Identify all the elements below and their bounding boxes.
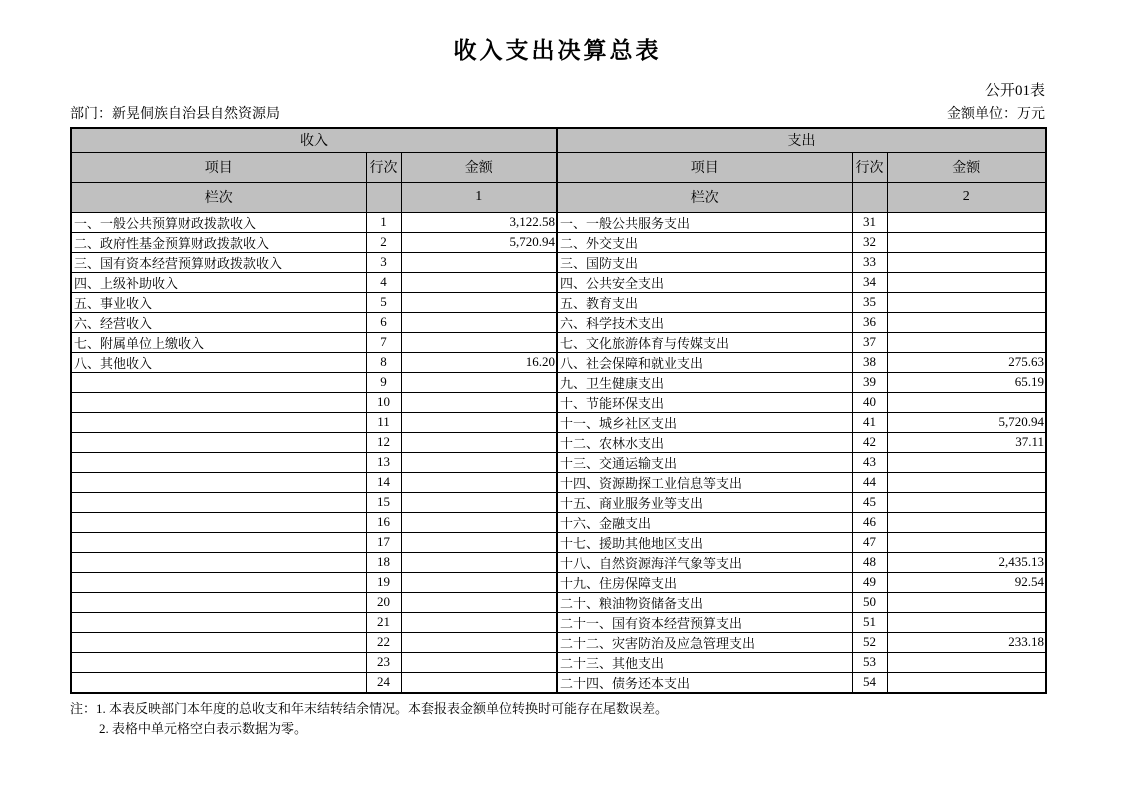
table-row: [71, 612, 1046, 632]
amount-unit-label: 金额单位：万元: [947, 107, 1045, 122]
expense-rowno-cell: 32: [852, 232, 887, 252]
income-amount-cell: [401, 652, 557, 672]
income-rowno-cell: 3: [366, 252, 401, 272]
expense-item-cell: 十七、援助其他地区支出: [557, 532, 852, 552]
expense-col-index: 2: [887, 182, 1046, 212]
income-amount-cell: [401, 492, 557, 512]
table-row: [71, 332, 1046, 352]
expense-rowno-cell: 54: [852, 672, 887, 693]
income-rowno-cell: 24: [366, 672, 401, 693]
expense-rowno-cell: 37: [852, 332, 887, 352]
income-item-cell: [71, 672, 366, 693]
income-amount-cell: [401, 632, 557, 652]
expense-amount-cell: [887, 212, 1046, 232]
expense-amount-cell: [887, 532, 1046, 552]
income-rowno-cell: 19: [366, 572, 401, 592]
income-rowno-cell: 15: [366, 492, 401, 512]
income-amount-cell: [401, 372, 557, 392]
expense-amount-cell: 233.18: [887, 632, 1046, 652]
income-item-cell: [71, 592, 366, 612]
page-title: 收入支出决算总表: [453, 38, 662, 63]
income-item-cell: [71, 612, 366, 632]
expense-index-rowno-blank: [852, 182, 887, 212]
income-item-cell: [71, 452, 366, 472]
income-rowno-cell: 20: [366, 592, 401, 612]
expense-amount-cell: [887, 332, 1046, 352]
expense-rowno-cell: 50: [852, 592, 887, 612]
income-item-header: 项目: [71, 152, 366, 182]
expense-rowno-cell: 52: [852, 632, 887, 652]
table-row: [71, 232, 1046, 252]
income-rowno-cell: 5: [366, 292, 401, 312]
income-rowno-cell: 22: [366, 632, 401, 652]
income-rowno-header: 行次: [366, 152, 401, 182]
table-row: [71, 632, 1046, 652]
report-content: [70, 0, 1045, 739]
expense-rowno-cell: 51: [852, 612, 887, 632]
income-rowno-cell: 13: [366, 452, 401, 472]
table-row: [71, 252, 1046, 272]
expense-amount-cell: [887, 312, 1046, 332]
table-row: [71, 492, 1046, 512]
expense-amount-header: 金额: [887, 152, 1046, 182]
table-row: [71, 532, 1046, 552]
table-body: [71, 128, 1046, 693]
income-rowno-cell: 2: [366, 232, 401, 252]
expense-rowno-cell: 49: [852, 572, 887, 592]
table-row: [71, 312, 1046, 332]
expense-item-cell: 二十一、国有资本经营预算支出: [557, 612, 852, 632]
income-amount-cell: [401, 412, 557, 432]
expense-item-cell: 十九、住房保障支出: [557, 572, 852, 592]
income-index-label: 栏次: [71, 182, 366, 212]
table-row: [71, 352, 1046, 372]
expense-item-cell: 十六、金融支出: [557, 512, 852, 532]
expense-item-header: 项目: [557, 152, 852, 182]
expense-rowno-cell: 48: [852, 552, 887, 572]
income-rowno-cell: 6: [366, 312, 401, 332]
income-item-cell: [71, 432, 366, 452]
income-rowno-cell: 17: [366, 532, 401, 552]
column-index-row: [71, 182, 1046, 212]
income-amount-cell: [401, 592, 557, 612]
income-amount-cell: [401, 672, 557, 693]
income-rowno-cell: 23: [366, 652, 401, 672]
income-rowno-cell: 12: [366, 432, 401, 452]
expense-amount-cell: [887, 452, 1046, 472]
income-rowno-cell: 9: [366, 372, 401, 392]
income-item-cell: [71, 632, 366, 652]
expense-item-cell: 八、社会保障和就业支出: [557, 352, 852, 372]
income-rowno-cell: 4: [366, 272, 401, 292]
expense-item-cell: 十、节能环保支出: [557, 392, 852, 412]
income-item-cell: 一、一般公共预算财政拨款收入: [71, 212, 366, 232]
expense-item-cell: 九、卫生健康支出: [557, 372, 852, 392]
expense-rowno-cell: 44: [852, 472, 887, 492]
expense-item-cell: 七、文化旅游体育与传媒支出: [557, 332, 852, 352]
income-amount-cell: [401, 432, 557, 452]
expense-rowno-cell: 46: [852, 512, 887, 532]
table-row: [71, 272, 1046, 292]
income-item-cell: [71, 572, 366, 592]
expense-item-cell: 五、教育支出: [557, 292, 852, 312]
expense-amount-cell: 65.19: [887, 372, 1046, 392]
income-rowno-cell: 21: [366, 612, 401, 632]
table-row: [71, 672, 1046, 693]
income-item-cell: [71, 652, 366, 672]
income-item-cell: 五、事业收入: [71, 292, 366, 312]
expense-rowno-cell: 43: [852, 452, 887, 472]
income-amount-cell: 5,720.94: [401, 232, 557, 252]
expense-item-cell: 二十二、灾害防治及应急管理支出: [557, 632, 852, 652]
column-header-row: [71, 152, 1046, 182]
income-amount-cell: 16.20: [401, 352, 557, 372]
income-amount-cell: [401, 392, 557, 412]
expense-item-cell: 六、科学技术支出: [557, 312, 852, 332]
income-amount-cell: [401, 272, 557, 292]
table-row: [71, 392, 1046, 412]
meta-line: [70, 103, 1045, 123]
table-row: [71, 592, 1046, 612]
expense-rowno-cell: 42: [852, 432, 887, 452]
expense-amount-cell: [887, 392, 1046, 412]
income-amount-cell: [401, 612, 557, 632]
income-rowno-cell: 11: [366, 412, 401, 432]
income-index-rowno-blank: [366, 182, 401, 212]
table-row: [71, 452, 1046, 472]
expense-section-header: 支出: [557, 128, 1046, 152]
income-rowno-cell: 16: [366, 512, 401, 532]
expense-rowno-header: 行次: [852, 152, 887, 182]
table-row: [71, 412, 1046, 432]
income-amount-cell: [401, 292, 557, 312]
income-item-cell: [71, 392, 366, 412]
income-amount-cell: [401, 452, 557, 472]
expense-item-cell: 一、一般公共服务支出: [557, 212, 852, 232]
income-item-cell: [71, 372, 366, 392]
expense-item-cell: 十四、资源勘探工业信息等支出: [557, 472, 852, 492]
expense-rowno-cell: 33: [852, 252, 887, 272]
income-item-cell: [71, 492, 366, 512]
income-amount-cell: 3,122.58: [401, 212, 557, 232]
department-label: 部门：新晃侗族自治县自然资源局: [70, 107, 280, 122]
table-row: [71, 552, 1046, 572]
expense-rowno-cell: 41: [852, 412, 887, 432]
expense-item-cell: 十二、农林水支出: [557, 432, 852, 452]
expense-rowno-cell: 34: [852, 272, 887, 292]
expense-rowno-cell: 36: [852, 312, 887, 332]
income-item-cell: [71, 512, 366, 532]
expense-amount-cell: 5,720.94: [887, 412, 1046, 432]
footnote-2: 2. 表格中单元格空白表示数据为零。: [99, 720, 308, 736]
income-amount-cell: [401, 312, 557, 332]
expense-item-cell: 二十、粮油物资储备支出: [557, 592, 852, 612]
income-amount-cell: [401, 472, 557, 492]
table-row: [71, 472, 1046, 492]
income-item-cell: 八、其他收入: [71, 352, 366, 372]
expense-amount-cell: 37.11: [887, 432, 1046, 452]
income-item-cell: [71, 412, 366, 432]
income-rowno-cell: 18: [366, 552, 401, 572]
expense-rowno-cell: 40: [852, 392, 887, 412]
income-amount-header: 金额: [401, 152, 557, 182]
expense-item-cell: 十八、自然资源海洋气象等支出: [557, 552, 852, 572]
income-rowno-cell: 8: [366, 352, 401, 372]
income-rowno-cell: 10: [366, 392, 401, 412]
income-rowno-cell: 14: [366, 472, 401, 492]
expense-amount-cell: 2,435.13: [887, 552, 1046, 572]
income-item-cell: 四、上级补助收入: [71, 272, 366, 292]
expense-index-label: 栏次: [557, 182, 852, 212]
expense-item-cell: 二、外交支出: [557, 232, 852, 252]
income-amount-cell: [401, 532, 557, 552]
expense-amount-cell: [887, 232, 1046, 252]
expense-rowno-cell: 45: [852, 492, 887, 512]
expense-amount-cell: [887, 472, 1046, 492]
table-row: [71, 512, 1046, 532]
income-rowno-cell: 7: [366, 332, 401, 352]
expense-rowno-cell: 38: [852, 352, 887, 372]
summary-table: [70, 127, 1047, 694]
table-row: [71, 432, 1046, 452]
expense-amount-cell: [887, 512, 1046, 532]
form-code: 公开01表: [984, 83, 1045, 99]
income-item-cell: 六、经营收入: [71, 312, 366, 332]
section-header-row: [71, 128, 1046, 152]
table-row: [71, 652, 1046, 672]
expense-amount-cell: [887, 272, 1046, 292]
expense-amount-cell: [887, 492, 1046, 512]
expense-item-cell: 三、国防支出: [557, 252, 852, 272]
income-item-cell: 三、国有资本经营预算财政拨款收入: [71, 252, 366, 272]
expense-rowno-cell: 53: [852, 652, 887, 672]
income-section-header: 收入: [71, 128, 557, 152]
footnotes: [70, 699, 1045, 739]
expense-rowno-cell: 35: [852, 292, 887, 312]
expense-amount-cell: [887, 612, 1046, 632]
expense-amount-cell: [887, 672, 1046, 693]
expense-rowno-cell: 47: [852, 532, 887, 552]
expense-amount-cell: [887, 292, 1046, 312]
income-item-cell: 二、政府性基金预算财政拨款收入: [71, 232, 366, 252]
income-item-cell: [71, 532, 366, 552]
income-rowno-cell: 1: [366, 212, 401, 232]
income-col-index: 1: [401, 182, 557, 212]
income-amount-cell: [401, 252, 557, 272]
expense-item-cell: 十五、商业服务业等支出: [557, 492, 852, 512]
expense-rowno-cell: 39: [852, 372, 887, 392]
income-amount-cell: [401, 552, 557, 572]
expense-item-cell: 四、公共安全支出: [557, 272, 852, 292]
income-amount-cell: [401, 512, 557, 532]
expense-rowno-cell: 31: [852, 212, 887, 232]
table-row: [71, 212, 1046, 232]
expense-item-cell: 十一、城乡社区支出: [557, 412, 852, 432]
table-row: [71, 572, 1046, 592]
income-item-cell: 七、附属单位上缴收入: [71, 332, 366, 352]
expense-amount-cell: [887, 252, 1046, 272]
income-amount-cell: [401, 332, 557, 352]
expense-amount-cell: [887, 652, 1046, 672]
table-row: [71, 292, 1046, 312]
expense-amount-cell: 275.63: [887, 352, 1046, 372]
income-amount-cell: [401, 572, 557, 592]
expense-amount-cell: 92.54: [887, 572, 1046, 592]
expense-item-cell: 二十三、其他支出: [557, 652, 852, 672]
table-row: [71, 372, 1046, 392]
income-item-cell: [71, 552, 366, 572]
footnote-1: 注：1. 本表反映部门本年度的总收支和年末结转结余情况。本套报表金额单位转换时可能存在尾数误差。: [70, 700, 669, 716]
expense-item-cell: 十三、交通运输支出: [557, 452, 852, 472]
expense-item-cell: 二十四、债务还本支出: [557, 672, 852, 693]
expense-amount-cell: [887, 592, 1046, 612]
income-item-cell: [71, 472, 366, 492]
